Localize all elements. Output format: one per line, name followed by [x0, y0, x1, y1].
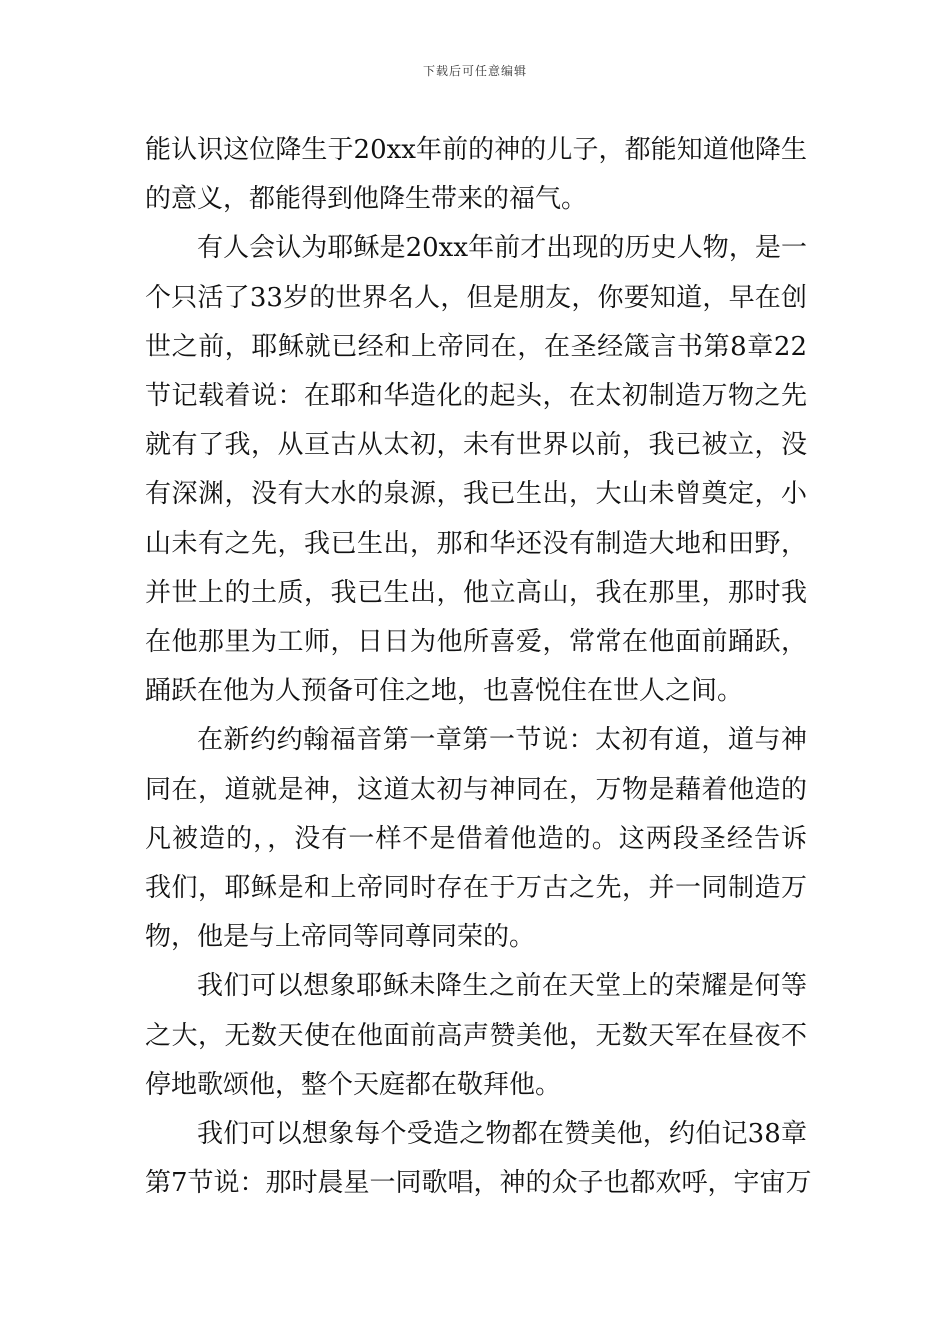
text-line: 我们可以想象每个受造之物都在赞美他，约伯记38章 [197, 1119, 807, 1150]
text-line: 我们，耶稣是和上帝同时存在于万古之先，并一同制造万 [145, 873, 807, 904]
document-body [145, 126, 812, 1208]
text-line: 有深渊，没有大水的泉源，我已生出，大山未曾奠定，小 [145, 479, 807, 510]
text-line: 节记载着说：在耶和华造化的起头，在太初制造万物之先 [145, 381, 807, 412]
text-line: 的意义，都能得到他降生带来的福气。 [145, 184, 588, 215]
text-line: 第7节说：那时晨星一同歌唱，神的众子也都欢呼，宇宙万 [145, 1168, 812, 1199]
text-line: 有人会认为耶稣是20xx年前才出现的历史人物，是一 [197, 233, 807, 264]
text-line: 在他那里为工师，日日为他所喜爱，常常在他面前踊跃， [145, 627, 807, 658]
paragraph [145, 126, 807, 224]
text-line: 能认识这位降生于20xx年前的神的儿子，都能知道他降生 [145, 135, 807, 165]
text-line: 停地歌颂他，整个天庭都在敬拜他。 [145, 1069, 562, 1100]
text-line: 物，他是与上帝同等同尊同荣的。 [145, 922, 536, 953]
paragraph [145, 962, 807, 1110]
paragraph [145, 224, 807, 716]
text-line: 之大，无数天使在他面前高声赞美他，无数天军在昼夜不 [145, 1020, 807, 1051]
paragraph [145, 1110, 812, 1208]
text-line: 就有了我，从亘古从太初，未有世界以前，我已被立，没 [145, 430, 807, 461]
text-line: 个只活了33岁的世界名人，但是朋友，你要知道，早在创 [145, 282, 807, 313]
text-line: 世之前，耶稣就已经和上帝同在，在圣经箴言书第8章22 [145, 331, 807, 362]
paragraph [145, 716, 807, 962]
text-line: 同在，道就是神，这道太初与神同在，万物是藉着他造的 [145, 774, 807, 805]
page-header: 下载后可任意编辑 [422, 64, 527, 78]
text-line: 山未有之先，我已生出，那和华还没有制造大地和田野， [145, 528, 807, 559]
text-line: 踊跃在他为人预备可住之地，也喜悦住在世人之间。 [145, 676, 744, 707]
text-line: 我们可以想象耶稣未降生之前在天堂上的荣耀是何等 [197, 971, 807, 1002]
text-line: 在新约约翰福音第一章第一节说：太初有道，道与神 [197, 725, 807, 756]
text-line: 凡被造的，，没有一样不是借着他造的。这两段圣经告诉 [145, 823, 807, 854]
text-line: 并世上的土质，我已生出，他立高山，我在那里，那时我 [145, 577, 807, 608]
